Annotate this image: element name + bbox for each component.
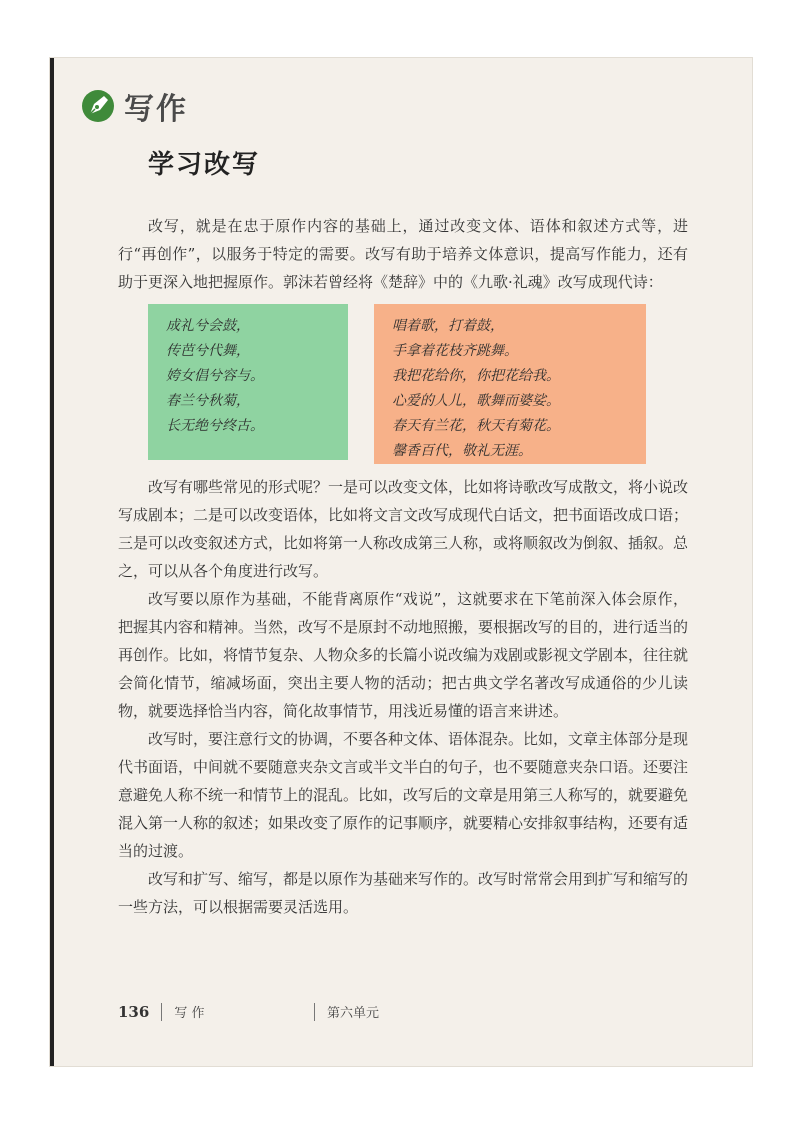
poem-line: 春天有兰花，秋天有菊花。: [392, 418, 560, 434]
poem-line: 唱着歌，打着鼓，: [392, 318, 504, 334]
footer-right: [302, 1002, 379, 1021]
paragraph-basis: 改写要以原作为基础，不能背离原作“戏说”，这就要求在下笔前深入体会原作，把握其内容和精神。当然，改写不是原封不动地照搬，要根据改写的目的，进行适当的再创作。比如，将情节复杂、人物众多的长篇小说改编为戏剧或影视文学剧本，往往就会简化情节，缩减场面，突出主要人物的活动；把古典文学名著改写成通俗的少儿读物，就要选择恰当内容，简化故事情节，用浅近易懂的语言来讲述。: [118, 590, 689, 720]
section-title: 写作: [124, 92, 188, 127]
lesson-title: 学习改写: [148, 150, 261, 180]
poem-line: 馨香百代，敬礼无涯。: [392, 443, 532, 459]
footer-unit-label: 第六单元: [327, 1006, 380, 1021]
poem-line: 手拿着花枝齐跳舞。: [392, 343, 518, 359]
intro-paragraph: 改写，就是在忠于原作内容的基础上，通过改变文体、语体和叙述方式等，进行“再创作”，以服务于特定的需要。改写有助于培养文体意识，提高写作能力，还有助于更深入地把握原作。郭沫若曾经将《楚辞》中的《九歌·礼魂》改写成现代诗：: [118, 217, 688, 291]
footer-section-label: 写 作: [174, 1006, 205, 1021]
modern-poem-box: [374, 304, 646, 464]
poem-line: 成礼兮会鼓，: [166, 318, 250, 334]
poem-line: 春兰兮秋菊，: [166, 393, 250, 409]
pen-nib-icon: [80, 88, 116, 124]
page-number: 136: [118, 1002, 150, 1021]
poem-line: 传芭兮代舞，: [166, 343, 250, 359]
main-text: [118, 473, 688, 921]
paragraph-methods: 改写和扩写、缩写，都是以原作为基础来写作的。改写时常常会用到扩写和缩写的一些方法，可以根据需要灵活选用。: [118, 870, 689, 916]
page-binding-edge: [50, 58, 54, 1066]
original-poem-box: [148, 304, 348, 460]
paragraph-forms: 改写有哪些常见的形式呢？一是可以改变文体，比如将诗歌改写成散文，将小说改写成剧本；二是可以改变语体，比如将文言文改写成现代白话文，把书面语改成口语；三是可以改变叙述方式，比如将第一人称改成第三人称，或将顺叙改为倒叙、插叙。总之，可以从各个角度进行改写。: [118, 478, 689, 580]
poem-line: 我把花给你，你把花给我。: [392, 368, 560, 384]
poem-line: 姱女倡兮容与。: [166, 368, 264, 384]
footer-divider: [314, 1003, 315, 1021]
paragraph-coherence: 改写时，要注意行文的协调，不要各种文体、语体混杂。比如，文章主体部分是现代书面语，中间就不要随意夹杂文言或半文半白的句子，也不要随意夹杂口语。还要注意避免人称不统一和情节上的混乱。比如，改写后的文章是用第三人称写的，就要避免混入第一人称的叙述；如果改变了原作的记事顺序，就要精心安排叙事结构，还要有适当的过渡。: [118, 730, 689, 860]
footer-divider: [161, 1003, 162, 1021]
poem-line: 心爱的人儿，歌舞而婆娑。: [392, 393, 560, 409]
section-header: [80, 84, 188, 128]
footer-left: [118, 1002, 204, 1021]
intro-text: [118, 212, 688, 296]
poem-line: 长无绝兮终古。: [166, 418, 264, 434]
